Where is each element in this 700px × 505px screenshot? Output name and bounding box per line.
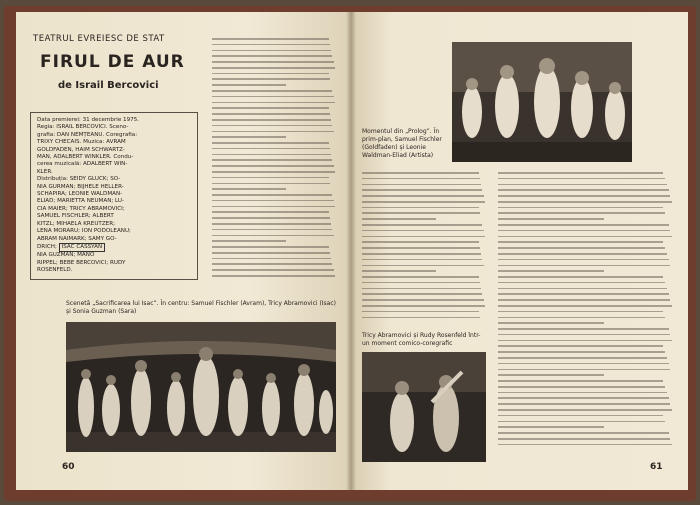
- text-line: [498, 317, 665, 319]
- text-line: [362, 247, 480, 249]
- dance-photo-caption: Tricy Abramovici și Rudy Rosenfeld într-un moment comico-coregrafic: [362, 332, 481, 347]
- credits-line: SAMUEL FISCHLER; ALBERT: [37, 213, 114, 220]
- text-line: [212, 229, 332, 231]
- text-line: [362, 207, 479, 209]
- text-line: [212, 102, 335, 104]
- text-line: [362, 317, 480, 319]
- text-line: [498, 265, 670, 267]
- text-line: [498, 345, 663, 347]
- text-line: [498, 236, 672, 238]
- text-line: [212, 142, 329, 144]
- text-line: [212, 113, 330, 115]
- credits-line: LENA MORARU; ION PODOLEANU;: [37, 228, 131, 235]
- text-line: [212, 171, 335, 173]
- text-line: [362, 212, 480, 214]
- text-line: [212, 183, 330, 185]
- text-line: [498, 207, 663, 209]
- page-gutter: [346, 12, 356, 490]
- text-line: [212, 154, 331, 156]
- text-line: [498, 184, 667, 186]
- text-line: [362, 189, 482, 191]
- text-line: [498, 363, 669, 365]
- text-line: [498, 253, 667, 255]
- credits-line: GOLDFADEN, HAIM SCHWARTZ-: [37, 146, 125, 153]
- text-line: [498, 432, 669, 434]
- credits-line: NIA GUZMAN; MANO: [37, 252, 95, 259]
- text-line: [362, 218, 436, 220]
- credits-line: cerea muzicală: ADALBERT WIN-: [37, 161, 128, 168]
- text-line: [498, 247, 665, 249]
- text-line: [498, 212, 665, 214]
- bottom-photo-caption: Scenetă „Sacrificarea lui Isac”. În centru: Samuel Fischler (Avram), Tricy Abramovici (Isac) și Sonia Guzman (Sara): [66, 300, 336, 315]
- stage-photo-sacrifice: [66, 322, 336, 452]
- credits-line: CIA MAIER; TRICY ABRAMOVICI;: [37, 205, 125, 212]
- text-line: [498, 351, 665, 353]
- page-number-left: 60: [62, 462, 75, 472]
- text-line: [212, 194, 332, 196]
- text-line: [362, 276, 479, 278]
- text-line: [362, 253, 481, 255]
- text-line: [212, 96, 334, 98]
- text-line: [362, 184, 481, 186]
- text-line: [498, 201, 672, 203]
- text-line: [498, 241, 663, 243]
- article-byline: de Israil Bercovici: [58, 80, 159, 91]
- text-line: [498, 305, 672, 307]
- text-line: [362, 293, 482, 295]
- text-line: [498, 230, 670, 232]
- credits-line: Regia: ISRAIL BERCOVICI. Sceno-: [37, 124, 129, 131]
- text-line: [362, 259, 482, 261]
- text-line: [498, 340, 672, 342]
- stage-photo-prolog: [452, 42, 632, 162]
- text-line: [212, 217, 330, 219]
- text-line: [362, 311, 479, 313]
- text-line: [212, 67, 335, 69]
- text-line: [362, 172, 479, 174]
- left-text-column: [212, 38, 336, 281]
- text-line: [498, 276, 663, 278]
- text-line: [212, 84, 286, 86]
- text-line: [498, 334, 670, 336]
- prolog-photo-caption: Momentul din „Prolog”. În prim-plan, Samuel Fischler (Goldfaden) și Leonie Waldman-Eliad (Artista): [362, 128, 442, 159]
- text-line: [498, 415, 663, 417]
- credits-line: ELIAD; MARIETTA NEUMAN; LU-: [37, 198, 124, 205]
- text-line: [212, 148, 330, 150]
- text-line: [362, 270, 436, 272]
- text-line: [498, 282, 665, 284]
- text-line: [498, 172, 663, 174]
- text-line: [498, 392, 667, 394]
- text-line: [212, 206, 335, 208]
- credits-line: grafia: DAN NEMȚEANU. Coregrafia:: [37, 131, 138, 138]
- right-text-column-2: [498, 172, 674, 450]
- text-line: [212, 263, 332, 265]
- text-line: [362, 224, 482, 226]
- text-line: [498, 293, 669, 295]
- page-number-right: 61: [650, 462, 663, 472]
- text-line: [498, 189, 669, 191]
- text-line: [362, 195, 484, 197]
- text-line: [498, 421, 665, 423]
- text-line: [212, 61, 334, 63]
- credits-line: ROSENFELD.: [37, 267, 73, 274]
- credits-line: ABRAM NAIMARK; SAMY GO-: [37, 235, 117, 242]
- section-label: TEATRUL EVREIESC DE STAT: [33, 34, 165, 44]
- text-line: [362, 305, 485, 307]
- text-line: [362, 299, 484, 301]
- text-line: [498, 270, 604, 272]
- text-line: [212, 119, 331, 121]
- text-line: [212, 107, 329, 109]
- text-line: [362, 265, 484, 267]
- text-line: [498, 218, 604, 220]
- stage-photo-dance: [362, 352, 486, 462]
- text-line: [212, 125, 332, 127]
- text-line: [498, 374, 604, 376]
- text-line: [362, 282, 480, 284]
- text-line: [362, 201, 485, 203]
- credits-boxed-name: ISAC CASSYAN: [59, 243, 106, 252]
- text-line: [498, 288, 667, 290]
- text-line: [212, 38, 329, 40]
- right-text-column-1: [362, 172, 486, 322]
- text-line: [498, 444, 672, 446]
- text-line: [212, 246, 329, 248]
- credits-line: MAN, ADALBERT WINKLER. Condu-: [37, 154, 134, 161]
- text-line: [498, 328, 669, 330]
- text-line: [498, 409, 672, 411]
- text-line: [498, 224, 669, 226]
- credits-line: TRIXY CHECAIS. Muzica: AVRAM: [37, 139, 126, 146]
- credits-line: Data premierei: 31 decembrie 1975.: [37, 117, 140, 123]
- text-line: [498, 386, 665, 388]
- text-line: [212, 211, 329, 213]
- text-line: [498, 397, 669, 399]
- text-line: [212, 269, 334, 271]
- text-line: [212, 50, 331, 52]
- text-line: [212, 200, 334, 202]
- text-line: [362, 236, 485, 238]
- text-line: [498, 403, 670, 405]
- text-line: [498, 357, 667, 359]
- text-line: [212, 131, 334, 133]
- credits-line: SCHAPIRA; LEONIE WALDMAN-: [37, 191, 123, 198]
- text-line: [498, 322, 604, 324]
- text-line: [212, 165, 334, 167]
- text-line: [498, 195, 670, 197]
- text-line: [212, 159, 332, 161]
- text-line: [498, 380, 663, 382]
- credits-text: DRICH;: [37, 243, 57, 250]
- article-title: FIRUL DE AUR: [40, 52, 185, 72]
- text-line: [498, 299, 670, 301]
- text-line: [212, 78, 330, 80]
- credits-line: Distribuția: SEIDY GLUCK; SO-: [37, 176, 121, 183]
- text-line: [212, 240, 286, 242]
- prolog-photo-image: [452, 42, 632, 162]
- text-line: [498, 369, 670, 371]
- text-line: [212, 258, 331, 260]
- credits-line: RIPPEL; BEBE BERCOVICI; RUDY: [37, 259, 126, 266]
- text-line: [212, 252, 330, 254]
- text-line: [498, 259, 669, 261]
- credits-line: KLER.: [37, 168, 53, 175]
- text-line: [212, 55, 332, 57]
- text-line: [498, 426, 604, 428]
- text-line: [498, 438, 670, 440]
- text-line: [212, 275, 335, 277]
- text-line: [362, 288, 481, 290]
- text-line: [498, 311, 663, 313]
- text-line: [212, 235, 334, 237]
- text-line: [498, 178, 665, 180]
- credits-line: NIA GURMAN; BIJHELE HELLER-: [37, 183, 124, 190]
- credits-box: [30, 112, 198, 280]
- credits-line: KITZL; MIHAELA KREUTZER;: [37, 220, 115, 227]
- text-line: [212, 136, 286, 138]
- text-line: [212, 223, 331, 225]
- dance-photo-image: [362, 352, 486, 462]
- text-line: [362, 241, 479, 243]
- text-line: [362, 178, 480, 180]
- text-line: [212, 90, 332, 92]
- text-line: [212, 73, 329, 75]
- credits-line: [37, 243, 191, 252]
- text-line: [212, 188, 286, 190]
- text-line: [212, 44, 330, 46]
- text-line: [362, 230, 484, 232]
- text-line: [212, 177, 329, 179]
- stage-photo-image: [66, 322, 336, 452]
